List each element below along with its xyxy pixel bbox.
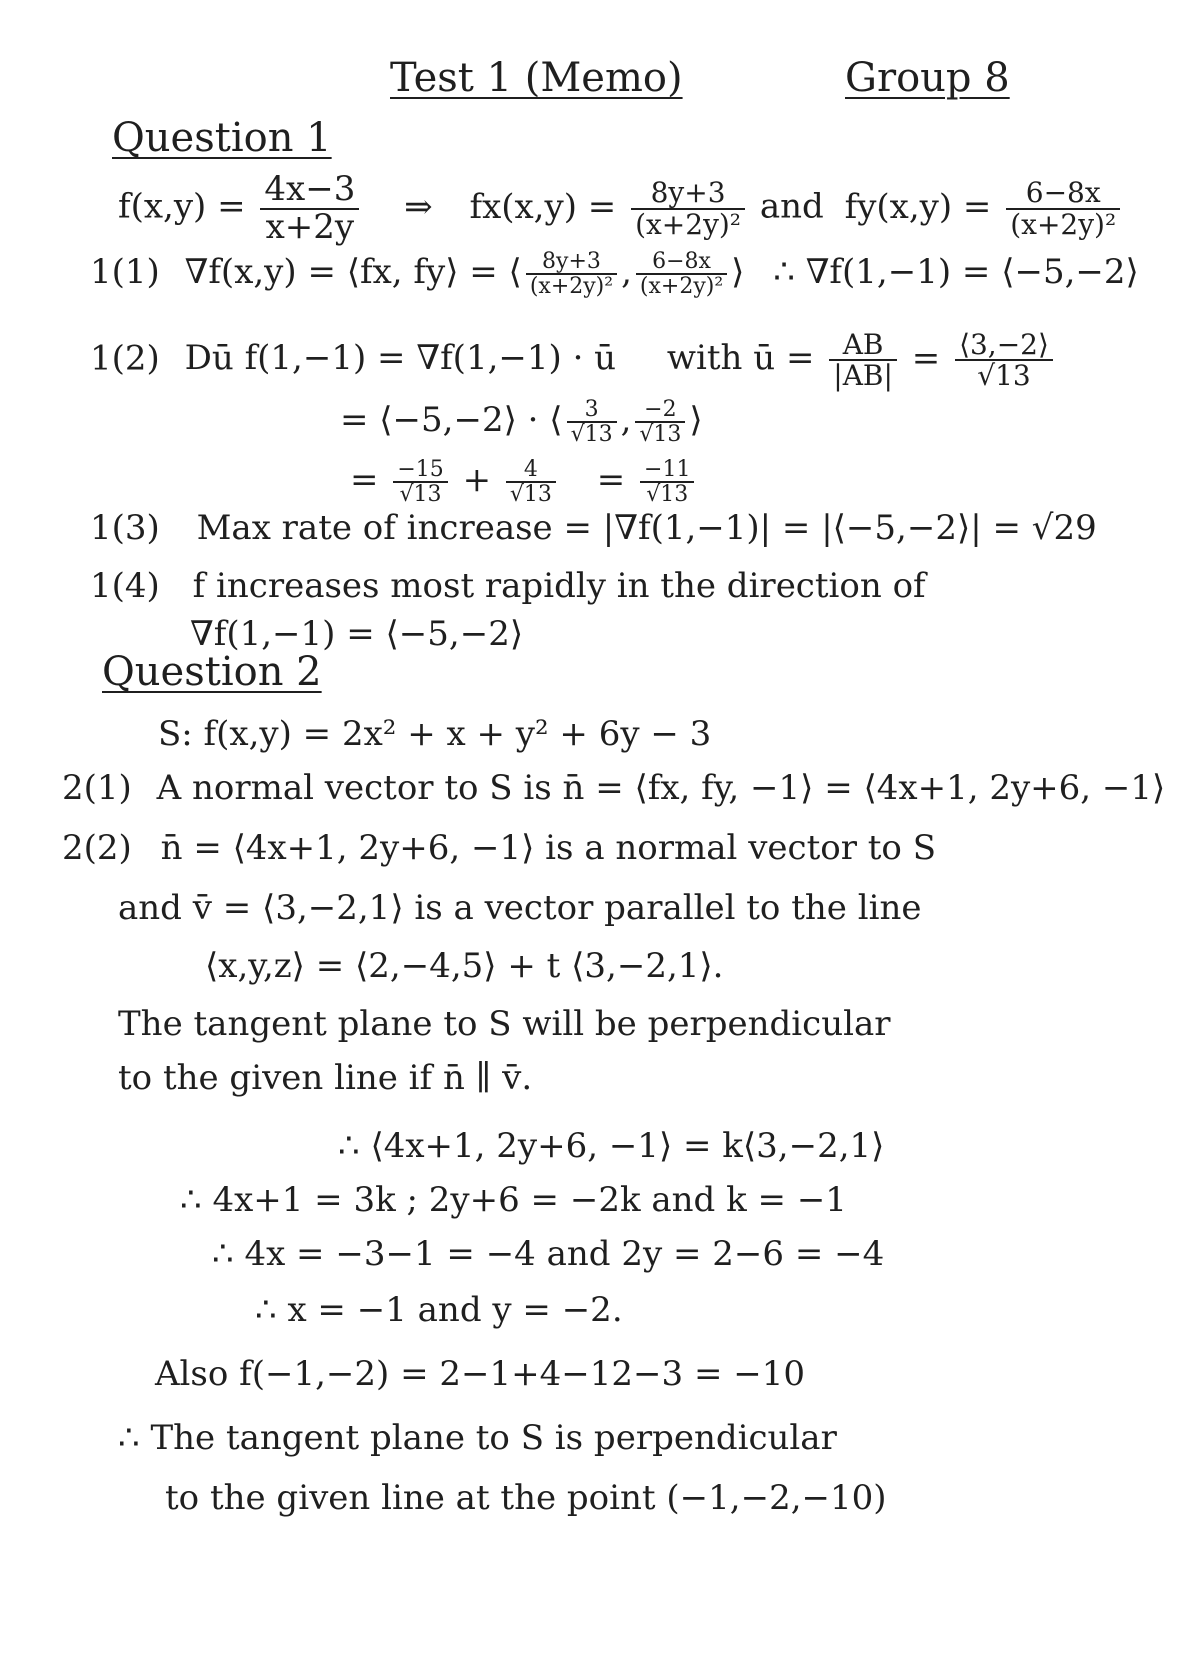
gradient-expression: ∇f(x,y) = ⟨fx, fy⟩ = ⟨	[184, 252, 522, 293]
gradient-result: ∴ ∇f(1,−1) = ⟨−5,−2⟩	[773, 252, 1139, 293]
q1-part4	[90, 566, 926, 606]
part-label: 1(3)	[90, 508, 160, 548]
normal-vector-text: A normal vector to S is n̄ = ⟨fx, fy, −1⟩ = ⟨4x+1, 2y+6, −1⟩	[156, 768, 1166, 808]
f-lhs: f(x,y) =	[118, 186, 246, 227]
directional-derivative: Dū f(1,−1) = ∇f(1,−1) · ū	[184, 338, 617, 379]
part-label: 1(4)	[90, 566, 160, 606]
q2-parallel-equation: ∴ ⟨4x+1, 2y+6, −1⟩ = k⟨3,−2,1⟩	[338, 1126, 885, 1166]
q2-tangent-statement: The tangent plane to S will be perpendicular	[118, 1004, 891, 1044]
q1-part3	[90, 508, 1097, 548]
rapid-increase-text: f increases most rapidly in the direction of	[192, 566, 926, 606]
page-title: Test 1 (Memo)	[390, 55, 683, 101]
part-label: 2(1)	[62, 768, 132, 808]
question-1-heading: Question 1	[112, 115, 332, 161]
question-2-heading: Question 2	[102, 649, 322, 695]
unit-vector-def: with ū =	[666, 338, 815, 379]
q2-line-parallel: and v̄ = ⟨3,−2,1⟩ is a vector parallel to the line	[118, 888, 922, 928]
q2-part2	[62, 828, 936, 868]
q2-solve-step: ∴ 4x = −3−1 = −4 and 2y = 2−6 = −4	[212, 1234, 885, 1274]
q1-part2: 1(2) Dū f(1,−1) = ∇f(1,−1) · ū with ū = $\frac{AB}{|AB|}$ = $\frac{⟨3,-2⟩}{√13}$	[90, 330, 1057, 391]
q1-part2-line3: = $\frac{-15}{√13}$ + $\frac{4}{√13}$ = $\frac{-11}{√13}$	[350, 458, 698, 506]
q2-conclusion-line2: to the given line at the point (−1,−2,−10)	[165, 1478, 887, 1518]
and-word: and	[759, 186, 824, 227]
q2-function-value: Also f(−1,−2) = 2−1+4−12−3 = −10	[155, 1354, 806, 1394]
q2-conclusion: ∴ The tangent plane to S is perpendicular	[118, 1418, 837, 1458]
part-label: 2(2)	[62, 828, 132, 868]
q1-part4-line2: ∇f(1,−1) = ⟨−5,−2⟩	[190, 614, 524, 654]
q1-part2-line2: = ⟨−5,−2⟩ · ⟨ $\frac{3}{√13}$ , $\frac{-2}{√13}$ ⟩	[340, 397, 703, 448]
q1-function-definition	[118, 169, 1124, 247]
q2-part1	[62, 768, 1165, 808]
fx-lhs: fx(x,y) =	[469, 186, 617, 227]
gradient-fy-fraction: $\frac{6-8x}{\text{(x+2y)²}}$	[636, 250, 727, 298]
implies-symbol: ⇒	[404, 186, 433, 227]
q1-part1: 1(1) ∇f(x,y) = ⟨fx, fy⟩ = ⟨ $\frac{8y+3}{\text{(x+2y)²}}$ , $\frac{6-8x}{\text{(x+2y)²}}$ ⟩ ∴ ∇f(1,−1) = ⟨−5,−2⟩	[90, 249, 1139, 300]
fy-fraction: $\frac{6-8x}{\text{(x+2y)²}}$	[1006, 178, 1120, 239]
q2-solution: ∴ x = −1 and y = −2.	[255, 1290, 623, 1330]
part-label: 1(2)	[90, 338, 160, 379]
fy-lhs: fy(x,y) =	[844, 186, 992, 227]
q2-surface: S: f(x,y) = 2x² + x + y² + 6y − 3	[158, 714, 712, 754]
group-label: Group 8	[845, 55, 1010, 101]
normal-vector-line: n̄ = ⟨4x+1, 2y+6, −1⟩ is a normal vector to S	[160, 828, 937, 868]
part-label: 1(1)	[90, 252, 160, 293]
f-fraction: $\frac{4x-3}{x+2y}$	[260, 172, 359, 245]
gradient-fx-fraction: $\frac{8y+3}{\text{(x+2y)²}}$	[526, 250, 617, 298]
q2-tangent-condition: to the given line if n̄ ∥ v̄.	[118, 1058, 533, 1098]
ab-fraction: $\frac{AB}{|AB|}$	[829, 330, 897, 391]
max-rate-text: Max rate of increase = |∇f(1,−1)| = |⟨−5,−2⟩| = √29	[196, 508, 1097, 548]
q2-line-equation: ⟨x,y,z⟩ = ⟨2,−4,5⟩ + t ⟨3,−2,1⟩.	[205, 946, 724, 986]
q2-component-equations: ∴ 4x+1 = 3k ; 2y+6 = −2k and k = −1	[180, 1180, 847, 1220]
unit-vector-fraction: $\frac{⟨3,-2⟩}{√13}$	[955, 330, 1053, 391]
fx-fraction: $\frac{8y+3}{\text{(x+2y)²}}$	[631, 178, 745, 239]
